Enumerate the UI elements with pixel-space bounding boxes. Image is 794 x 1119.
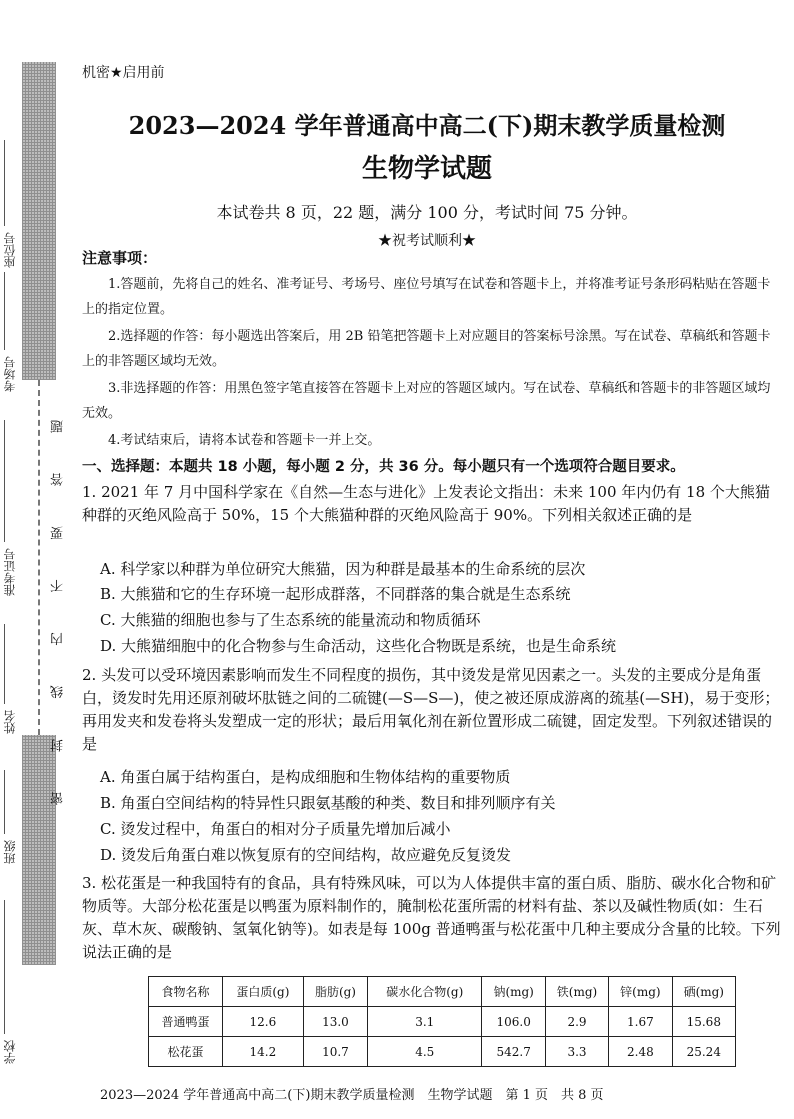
note-4: 4.考试结束后，请将本试卷和答题卡一并上交。 (108, 433, 381, 448)
notes-heading: 注意事项： (82, 249, 158, 267)
table-header-cell: 硒(mg) (672, 977, 735, 1007)
table-cell: 25.24 (672, 1037, 735, 1067)
table-cell: 1.67 (609, 1007, 672, 1037)
exam-title: 2023—2024 学年普通高中高二(下)期末教学质量检测 (128, 111, 726, 140)
section-heading: 一、选择题：本题共 18 小题，每小题 2 分，共 36 分。每小题只有一个选项符合题目要求。 (82, 459, 685, 475)
ticket-label: 准考证号 (3, 548, 17, 596)
room-label: 考场号 (3, 356, 17, 392)
table-cell: 3.3 (545, 1037, 608, 1067)
table-cell: 4.5 (368, 1037, 482, 1067)
school-line (4, 900, 5, 1034)
room-line (4, 272, 5, 350)
question-3-stem: 3. 松花蛋是一种我国特有的食品，具有特殊风味，可以为人体提供丰富的蛋白质、脂肪、碳水化合物和矿物质等。大部分松花蛋是以鸭蛋为原料制作的，腌制松花蛋所需的材料有盐、茶以及碱性物质(如：生石灰、草木灰、碳酸钠、氢氧化钠等)。如表是每 100g 普通鸭蛋与松花蛋中几种主要成分含量的比较。下列说法正确的是 (82, 874, 781, 961)
table-cell: 12.6 (222, 1007, 303, 1037)
table-cell: 松花蛋 (149, 1037, 223, 1067)
table-cell: 13.0 (303, 1007, 367, 1037)
class-label: 班级 (3, 840, 17, 864)
table-header-cell: 碳水化合物(g) (368, 977, 482, 1007)
table-cell: 14.2 (222, 1037, 303, 1067)
school-label: 学校 (3, 1040, 17, 1064)
table-cell: 3.1 (368, 1007, 482, 1037)
table-header-cell: 食物名称 (149, 977, 223, 1007)
table-header-cell: 蛋白质(g) (222, 977, 303, 1007)
table-row (149, 1007, 736, 1037)
q2-option-c: C. 烫发过程中，角蛋白的相对分子质量先增加后减小 (100, 820, 451, 838)
hatched-bar-top (22, 62, 56, 380)
q1-option-c: C. 大熊猫的细胞也参与了生态系统的能量流动和物质循环 (100, 611, 481, 629)
table-cell: 10.7 (303, 1037, 367, 1067)
q2-option-d: D. 烫发后角蛋白难以恢复原有的空间结构，故应避免反复烫发 (100, 846, 512, 864)
table-header-cell: 铁(mg) (545, 977, 608, 1007)
exam-subtitle: 生物学试题 (361, 154, 492, 184)
table-cell: 106.0 (482, 1007, 545, 1037)
binding-strip (0, 0, 66, 1119)
table-cell: 2.48 (609, 1037, 672, 1067)
name-label: 姓名 (3, 710, 17, 734)
nutrition-table (148, 976, 736, 1067)
question-2-stem: 2. 头发可以受环境因素影响而发生不同程度的损伤，其中烫发是常见因素之一。头发的主要成分是角蛋白，烫发时先用还原剂破坏肽链之间的二硫键(—S—S—)，使之被还原成游离的巯基(—SH)，易于变形；再用发夹和发卷将头发塑成一定的形状；最后用氧化剂在新位置形成二硫键，固定发型。下列叙述错误的是 (82, 666, 780, 753)
table-header-cell: 脂肪(g) (303, 977, 367, 1007)
q2-option-a: A. 角蛋白属于结构蛋白，是构成细胞和生物体结构的重要物质 (100, 768, 511, 786)
seal-text: 密 封 线 内 不 要 答 题 (51, 402, 66, 805)
class-line (4, 770, 5, 834)
q1-option-d: D. 大熊猫细胞中的化合物参与生命活动，这些化合物既是系统，也是生命系统 (100, 637, 617, 655)
q2-option-b: B. 角蛋白空间结构的特异性只跟氨基酸的种类、数目和排列顺序有关 (100, 794, 556, 812)
table-header-cell: 钠(mg) (482, 977, 545, 1007)
table-header-cell: 锌(mg) (609, 977, 672, 1007)
note-3: 3.非选择题的作答：用黑色签字笔直接答在答题卡上对应的答题区域内。写在试卷、草稿纸和答题卡的非答题区域均无效。 (82, 381, 771, 421)
good-luck: ★祝考试顺利★ (378, 233, 476, 249)
name-line (4, 624, 5, 704)
seat-label: 座位号 (3, 232, 17, 268)
q1-option-a: A. 科学家以种群为单位研究大熊猫，因为种群是最基本的生命系统的层次 (100, 560, 586, 578)
note-2: 2.选择题的作答：每小题选出答案后，用 2B 铅笔把答题卡上对应题目的答案标号涂黑。写在试卷、草稿纸和答题卡上的非答题区域均无效。 (82, 329, 771, 369)
table-row (149, 1037, 736, 1067)
table-cell: 普通鸭蛋 (149, 1007, 223, 1037)
question-1-stem: 1. 2021 年 7 月中国科学家在《自然—生态与进化》上发表论文指出：未来 100 年内仍有 18 个大熊猫种群的灭绝风险高于 50%，15 个大熊猫种群的灭绝风险高于 90%。下列相关叙述正确的是 (82, 483, 770, 524)
page-footer: 2023—2024 学年普通高中高二(下)期末教学质量检测 生物学试题 第 1 页 共 8 页 (100, 1088, 604, 1103)
table-cell: 15.68 (672, 1007, 735, 1037)
seat-line (4, 140, 5, 226)
exam-info: 本试卷共 8 页，22 题，满分 100 分，考试时间 75 分钟。 (216, 203, 638, 222)
table-cell: 542.7 (482, 1037, 545, 1067)
ticket-line (4, 420, 5, 542)
seal-dashed-line (38, 380, 40, 735)
table-header-row (149, 977, 736, 1007)
note-1: 1.答题前，先将自己的姓名、准考证号、考场号、座位号填写在试卷和答题卡上，并将准考证号条形码粘贴在答题卡上的指定位置。 (82, 277, 771, 317)
table-cell: 2.9 (545, 1007, 608, 1037)
q1-option-b: B. 大熊猫和它的生存环境一起形成群落，不同群落的集合就是生态系统 (100, 585, 571, 603)
confidential-mark: 机密★启用前 (82, 65, 165, 81)
